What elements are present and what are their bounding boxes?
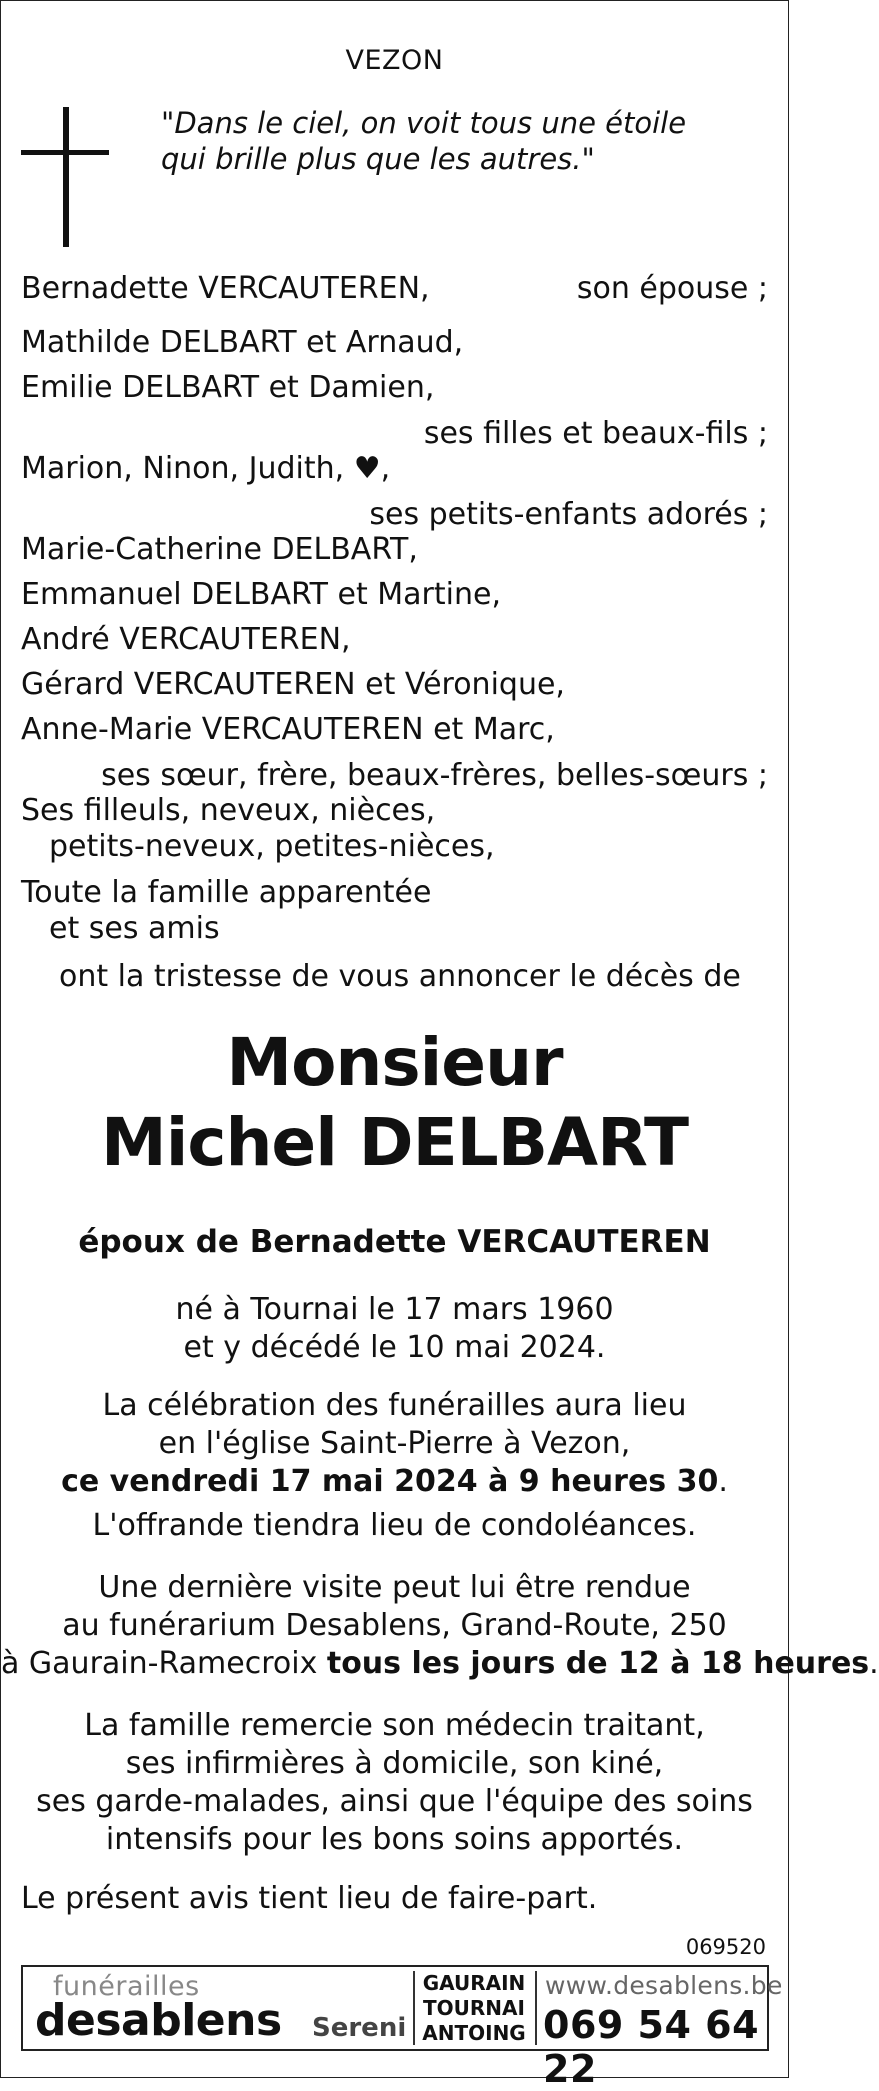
funeral-home-banner: [21, 1965, 783, 2091]
divider: [413, 1971, 415, 2045]
birth-line: né à Tournai le 17 mars 1960: [175, 1292, 614, 1327]
relation-line: ses filles et beaux-fils ;: [423, 416, 768, 451]
family-line: Toute la famille apparentée: [21, 875, 432, 910]
brand-small: funérailles: [53, 1971, 200, 2002]
visit-hours: tous les jours de 12 à 18 heures: [326, 1646, 870, 1681]
deceased-title: Monsieur: [226, 1024, 563, 1101]
relation-line: ses sœur, frère, beaux-frères, belles-sœurs ;: [101, 758, 768, 793]
death-line: et y décédé le 10 mai 2024.: [183, 1330, 606, 1365]
family-line: Gérard VERCAUTEREN et Véronique,: [21, 667, 565, 702]
village-heading: VEZON: [345, 45, 444, 76]
phone-number: 069 54 64 22: [543, 2003, 760, 2091]
brand-name: desablens: [35, 1995, 282, 2046]
spouse-line: époux de Bernadette VERCAUTEREN: [78, 1224, 711, 1260]
family-line: Anne-Marie VERCAUTEREN et Marc,: [21, 712, 555, 747]
location: ANTOING: [422, 2021, 526, 2045]
offering-line: L'offrande tiendra lieu de condoléances.: [92, 1508, 697, 1543]
family-line: André VERCAUTEREN,: [21, 622, 351, 657]
family-line: Marie-Catherine DELBART,: [21, 532, 418, 567]
ceremony-datetime: ce vendredi 17 mai 2024 à 9 heures 30: [61, 1464, 719, 1499]
location: TOURNAI: [423, 1996, 525, 2020]
family-line: Emilie DELBART et Damien,: [21, 370, 435, 405]
visit-block: [1, 1569, 879, 1683]
announcement-line: ont la tristesse de vous annoncer le décès de: [59, 959, 741, 994]
relation-line: son épouse ;: [576, 271, 768, 306]
website: www.desablens.be: [545, 1971, 783, 2000]
locations: [419, 1971, 529, 2046]
quote: [161, 105, 686, 177]
family-line: Ses filleuls, neveux, nièces,: [21, 793, 436, 828]
visit-line: au funérarium Desablens, Grand-Route, 250: [62, 1608, 727, 1643]
ceremony-line: La célébration des funérailles aura lieu: [102, 1388, 687, 1423]
family-line: Mathilde DELBART et Arnaud,: [21, 325, 464, 360]
thanks-line: ses garde-malades, ainsi que l'équipe des soins: [36, 1784, 753, 1819]
ceremony-line: ce vendredi 17 mai 2024 à 9 heures 30.: [61, 1464, 728, 1499]
deceased-name: Michel DELBART: [101, 1104, 688, 1181]
thanks-block: [1, 1707, 788, 1859]
family-line: Bernadette VERCAUTEREN,: [21, 271, 430, 306]
quote-line: qui brille plus que les autres.": [161, 142, 595, 176]
family-line: Marion, Ninon, Judith, ♥,: [21, 451, 391, 486]
cross-icon: [21, 107, 109, 247]
quote-line: "Dans le ciel, on voit tous une étoile: [161, 106, 687, 140]
thanks-line: ses infirmières à domicile, son kiné,: [125, 1746, 664, 1781]
ceremony-line: en l'église Saint-Pierre à Vezon,: [158, 1426, 631, 1461]
divider: [535, 1971, 537, 2045]
dates-block: [1, 1291, 788, 1367]
family-line: petits-neveux, petites-nièces,: [49, 829, 495, 864]
thanks-line: intensifs pour les bons soins apportés.: [105, 1822, 684, 1857]
brand-logo: [29, 1967, 414, 2049]
visit-line: à Gaurain-Ramecroix tous les jours de 12 à 18 heures.: [1, 1646, 879, 1681]
brand-sub: Sereni: [312, 2013, 407, 2043]
location: GAURAIN: [422, 1971, 526, 1995]
ceremony-block: [1, 1387, 788, 1501]
thanks-line: La famille remercie son médecin traitant,: [84, 1708, 705, 1743]
family-line: Emmanuel DELBART et Martine,: [21, 577, 501, 612]
notice-line: Le présent avis tient lieu de faire-part.: [21, 1881, 598, 1916]
family-line: et ses amis: [49, 911, 220, 946]
reference-number: 069520: [685, 1935, 766, 1959]
visit-line: Une dernière visite peut lui être rendue: [98, 1570, 691, 1605]
relation-line: ses petits-enfants adorés ;: [369, 497, 768, 532]
